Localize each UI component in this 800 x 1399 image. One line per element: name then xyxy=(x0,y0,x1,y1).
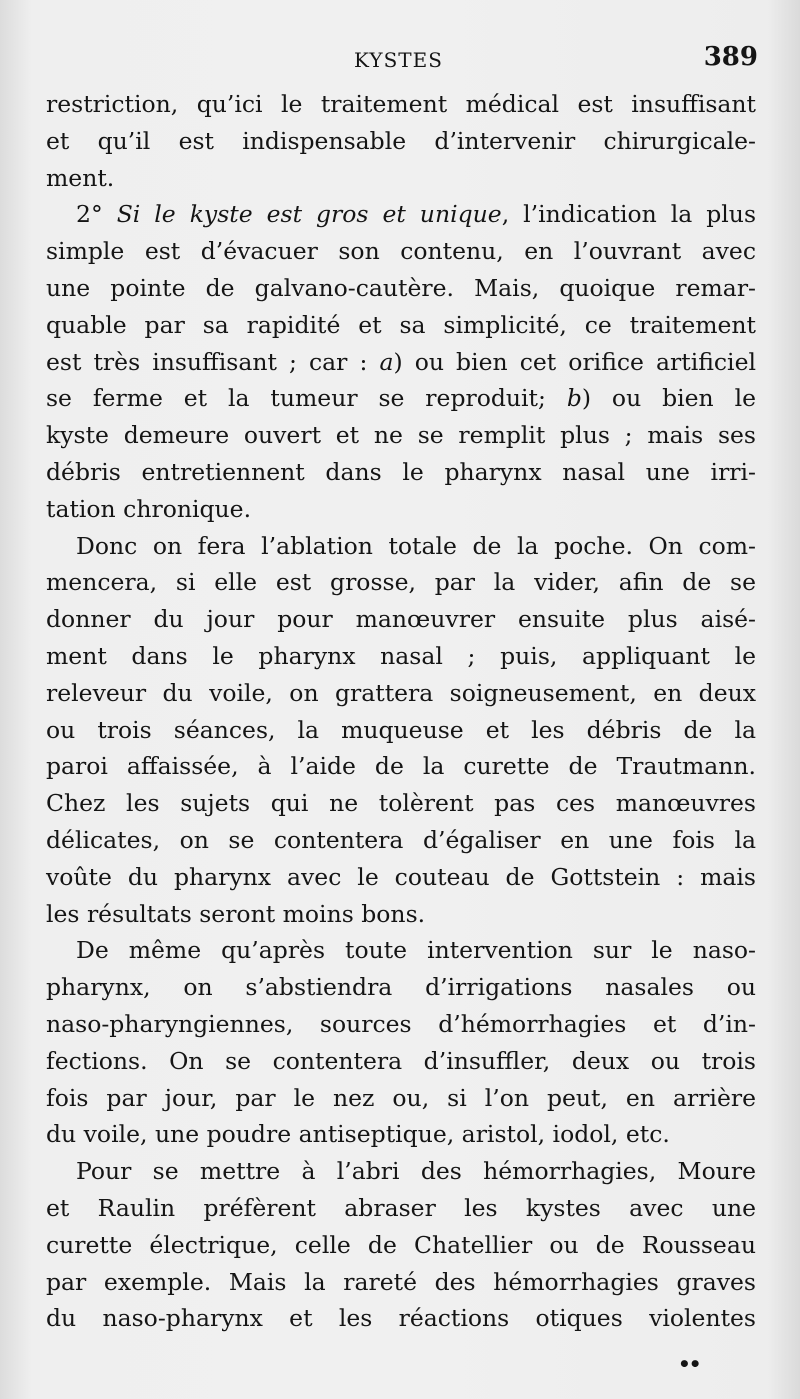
paragraph-number: 2° xyxy=(76,200,117,229)
text-line: mencera, si elle est grosse, par la vider, afin de se xyxy=(46,568,756,597)
text-line: De même qu’après toute intervention sur le naso- xyxy=(76,936,756,965)
text-line: une pointe de galvano-cautère. Mais, quoique remar- xyxy=(46,273,756,302)
text-line: donner du jour pour manœuvrer ensuite plus aisé- xyxy=(46,605,756,634)
text-line: du voile, une poudre antiseptique, aristol, iodol, etc. xyxy=(46,1120,670,1149)
text-line: les résultats seront moins bons. xyxy=(46,899,426,928)
text-segment: se ferme et la tumeur se reproduit; xyxy=(46,384,567,413)
text-line: Pour se mettre à l’abri des hémorrhagies, Moure xyxy=(76,1157,756,1186)
text-line: simple est d’évacuer son contenu, en l’ouvrant avec xyxy=(46,237,756,266)
text-line: restriction, qu’ici le traitement médical est insuffisant xyxy=(46,90,756,118)
text-line: délicates, on se contentera d’égaliser en une fois la xyxy=(46,825,756,854)
page-header xyxy=(46,42,758,80)
text-line: Chez les sujets qui ne tolèrent pas ces manœuvres xyxy=(46,789,756,818)
page-number: 389 xyxy=(703,42,758,72)
body-text xyxy=(46,86,756,1337)
text-line: releveur du voile, on grattera soigneusement, en deux xyxy=(46,678,756,707)
text-line: débris entretiennent dans le pharynx nasal une irri- xyxy=(46,457,756,486)
text-line: fections. On se contentera d’insuffler, deux ou trois xyxy=(46,1046,756,1075)
text-line: fois par jour, par le nez ou, si l’on peut, en arrière xyxy=(46,1083,756,1112)
text-line: et qu’il est indispensable d’intervenir chirurgicale- xyxy=(46,126,756,155)
signature-mark: •• xyxy=(678,1352,700,1376)
text-segment: est très insuffisant ; car : xyxy=(46,347,380,376)
text-segment: ) ou bien le xyxy=(581,384,756,413)
text-segment: ) ou bien cet orifice artificiel xyxy=(393,347,756,376)
italic-letter: b xyxy=(566,384,582,413)
text-line: par exemple. Mais la rareté des hémorrhagies graves xyxy=(46,1267,756,1296)
text-line-italic-mixed xyxy=(46,344,756,381)
italic-phrase: Si le kyste est gros et unique xyxy=(116,200,502,229)
text-line: ment dans le pharynx nasal ; puis, appliquant le xyxy=(46,641,756,670)
text-line: du naso-pharynx et les réactions otiques violentes xyxy=(46,1304,756,1333)
text-segment: , l’indication la plus xyxy=(501,200,757,229)
text-line: quable par sa rapidité et sa simplicité, ce traitement xyxy=(46,310,756,339)
text-line: kyste demeure ouvert et ne se remplit plus ; mais ses xyxy=(46,421,756,450)
text-line: curette électrique, celle de Chatellier ou de Rousseau xyxy=(46,1230,756,1259)
text-line: pharynx, on s’abstiendra d’irrigations nasales ou xyxy=(46,973,756,1002)
running-title: KYSTES xyxy=(354,48,443,72)
text-line: ment. xyxy=(46,163,115,192)
text-line: ou trois séances, la muqueuse et les débris de la xyxy=(46,715,756,744)
text-line: et Raulin préfèrent abraser les kystes avec une xyxy=(46,1193,756,1222)
text-line: naso-pharyngiennes, sources d’hémorrhagies et d’in- xyxy=(46,1009,756,1038)
text-line: paroi affaissée, à l’aide de la curette de Trautmann. xyxy=(46,752,756,781)
text-line: Donc on fera l’ablation totale de la poche. On com- xyxy=(76,531,756,560)
text-line-italic-mixed xyxy=(46,380,756,417)
text-line-italic-mixed xyxy=(46,196,756,233)
text-line: voûte du pharynx avec le couteau de Gottstein : mais xyxy=(46,862,756,891)
italic-letter: a xyxy=(379,347,394,376)
text-line: tation chronique. xyxy=(46,494,252,523)
